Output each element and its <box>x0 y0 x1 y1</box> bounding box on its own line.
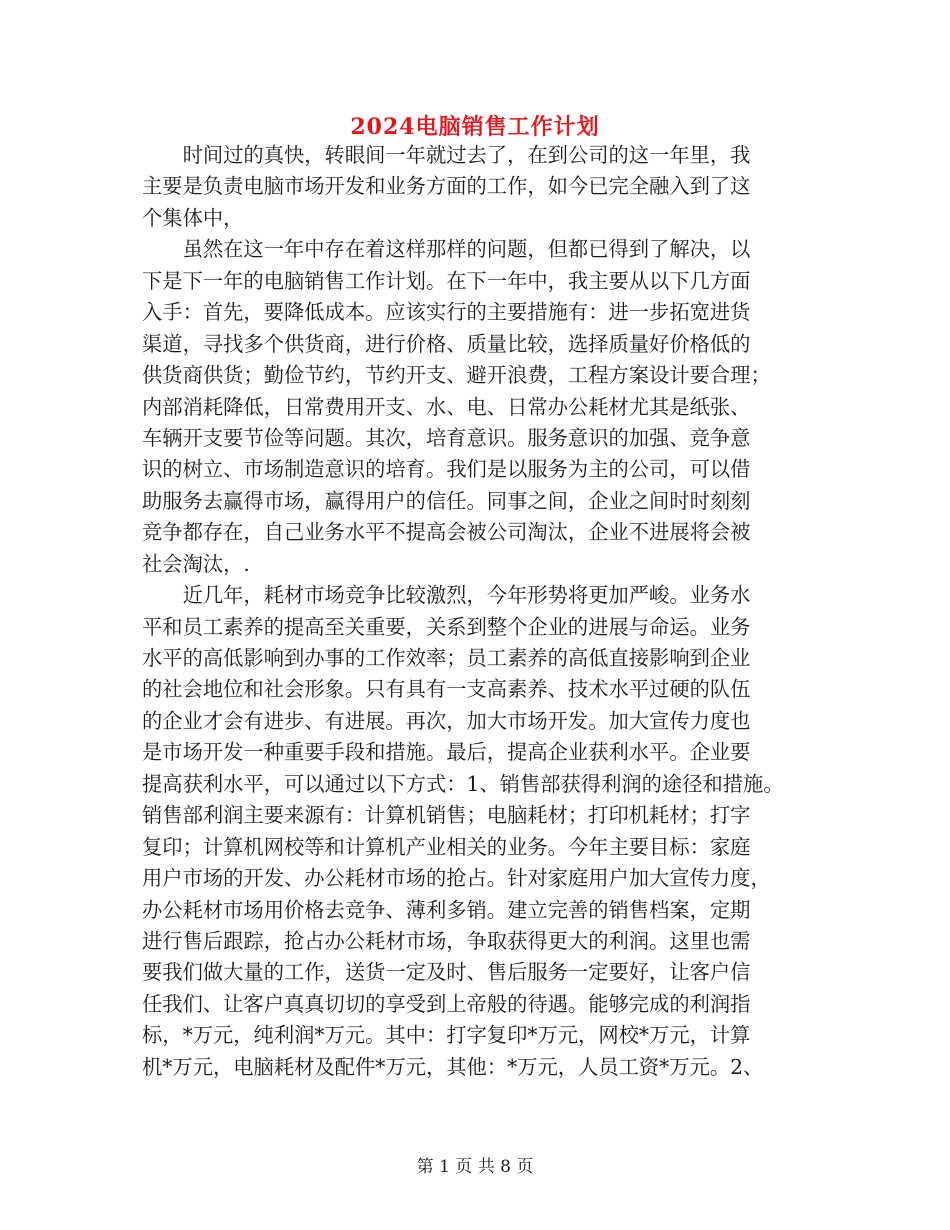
body-line: 标，*万元，纯利润*万元。其中：打字复印*万元，网校*万元，计算 <box>142 1023 751 1048</box>
body-line: 要我们做大量的工作，送货一定及时、售后服务一定要好，让客户信 <box>142 960 751 985</box>
body-line: 销售部利润主要来源有：计算机销售；电脑耗材；打印机耗材；打字 <box>142 803 751 828</box>
body-line: 下是下一年的电脑销售工作计划。在下一年中，我主要从以下几方面 <box>142 268 751 293</box>
body-line: 任我们、让客户真真切切的享受到上帝般的待遇。能够完成的利润指 <box>142 991 751 1016</box>
body-line: 机*万元，电脑耗材及配件*万元，其他：*万元，人员工资*万元。2、 <box>142 1054 764 1079</box>
body-line: 助服务去赢得市场，赢得用户的信任。同事之间，企业之间时时刻刻 <box>142 488 751 513</box>
body-line: 识的树立、市场制造意识的培育。我们是以服务为主的公司，可以借 <box>142 457 751 482</box>
body-line: 入手：首先，要降低成本。应该实行的主要措施有：进一步拓宽进货 <box>142 300 751 325</box>
body-line: 近几年，耗材市场竞争比较激烈，今年形势将更加严峻。业务水 <box>142 583 751 608</box>
body-line: 时间过的真快，转眼间一年就过去了，在到公司的这一年里，我 <box>142 143 751 167</box>
body-line: 社会淘汰，. <box>142 551 250 576</box>
body-line: 个集体中， <box>142 205 244 230</box>
body-line: 竞争都存在，自己业务水平不提高会被公司淘汰，企业不进展将会被 <box>142 520 751 545</box>
document-body <box>142 140 822 1083</box>
body-line: 主要是负责电脑市场开发和业务方面的工作，如今已完全融入到了这 <box>142 174 751 199</box>
body-line: 用户市场的开发、办公耗材市场的抢占。针对家庭用户加大宣传力度， <box>142 866 771 891</box>
document-title: 2024电脑销售工作计划 <box>350 114 600 140</box>
body-line: 是市场开发一种重要手段和措施。最后，提高企业获利水平。企业要 <box>142 740 751 765</box>
body-line: 平和员工素养的提高至关重要，关系到整个企业的进展与命运。业务 <box>142 614 751 639</box>
body-line: 供货商供货；勤俭节约，节约开支、避开浪费，工程方案设计要合理； <box>142 363 771 388</box>
body-line: 车辆开支要节俭等问题。其次，培育意识。服务意识的加强、竞争意 <box>142 425 751 450</box>
body-line: 渠道，寻找多个供货商，进行价格、质量比较，选择质量好价格低的 <box>142 331 751 356</box>
body-line: 复印；计算机网校等和计算机产业相关的业务。今年主要目标：家庭 <box>142 834 751 859</box>
body-line: 的企业才会有进步、有进展。再次，加大市场开发。加大宣传力度也 <box>142 708 751 733</box>
page-footer: 第 1 页 共 8 页 <box>416 1157 534 1177</box>
body-line: 办公耗材市场用价格去竞争、薄利多销。建立完善的销售档案，定期 <box>142 897 751 922</box>
body-line: 内部消耗降低，日常费用开支、水、电、日常办公耗材尤其是纸张、 <box>142 394 751 419</box>
body-line: 虽然在这一年中存在着这样那样的问题，但都已得到了解决，以 <box>142 237 751 262</box>
body-line: 水平的高低影响到办事的工作效率；员工素养的高低直接影响到企业 <box>142 646 751 670</box>
body-line: 的社会地位和社会形象。只有具有一支高素养、技术水平过硬的队伍 <box>142 677 751 702</box>
body-line: 提高获利水平，可以通过以下方式：1、销售部获得利润的途径和措施。 <box>142 771 784 796</box>
body-line: 进行售后跟踪，抢占办公耗材市场，争取获得更大的利润。这里也需 <box>142 928 751 953</box>
